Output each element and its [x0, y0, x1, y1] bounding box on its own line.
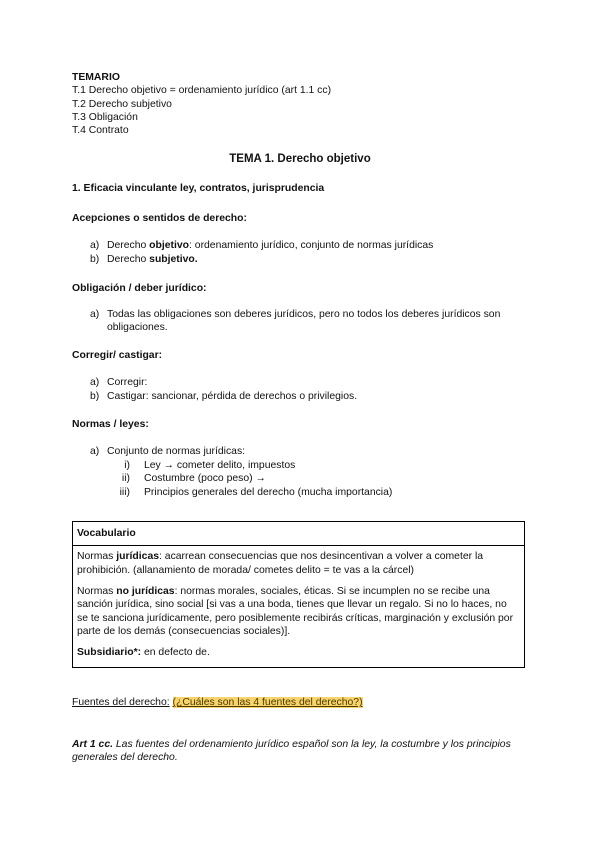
document-page — [72, 71, 528, 764]
list-item — [72, 239, 528, 252]
list-marker: a) — [90, 445, 100, 457]
list-text: Castigar: sancionar, pérdida de derechos o privilegios. — [107, 391, 358, 403]
corregir-list — [72, 376, 528, 404]
vocab-term: Subsidiario*: — [77, 647, 142, 659]
list-text: Principios generales del derecho (mucha importancia) — [144, 486, 393, 498]
normas-heading: Normas / leyes: — [72, 419, 149, 431]
list-item — [72, 376, 528, 389]
temario-block — [72, 71, 528, 138]
list-text: : ordenamiento jurídico, conjunto de normas jurídicas — [189, 239, 434, 251]
list-marker: b) — [90, 391, 100, 403]
temario-item: T.1 Derecho objetivo = ordenamiento jurídico (art 1.1 cc) — [72, 85, 332, 97]
sub-list-item — [72, 472, 528, 485]
corregir-heading: Corregir/ castigar: — [72, 350, 163, 362]
vocabulario-heading: Vocabulario — [73, 522, 524, 546]
vocabulario-body — [73, 546, 524, 667]
vocab-term: jurídicas — [116, 551, 160, 563]
list-text-bold: objetivo — [149, 239, 190, 251]
list-item — [72, 253, 528, 266]
list-text: Corregir: — [107, 376, 148, 388]
sub-list-item — [72, 459, 528, 472]
normas-list — [72, 445, 528, 499]
list-text-bold: subjetivo. — [149, 254, 198, 266]
list-marker: i) — [124, 460, 130, 472]
temario-heading: TEMARIO — [72, 72, 120, 83]
fuentes-question-highlight: (¿Cuáles son las 4 fuentes del derecho?) — [172, 697, 363, 709]
article-text: Las fuentes del ordenamiento jurídico español son la ley, la costumbre y los principios generales del derecho. — [72, 738, 511, 764]
list-text: Costumbre (poco peso) → — [144, 473, 266, 485]
vocab-text: en defecto de. — [141, 647, 210, 659]
article-paragraph — [72, 738, 528, 765]
temario-item: T.3 Obligación — [72, 111, 138, 123]
list-text: Todas las obligaciones son deberes jurídicos, pero no todos los deberes jurídicos son obligaciones. — [107, 308, 501, 334]
list-marker: iii) — [119, 486, 130, 498]
list-marker: a) — [90, 376, 100, 388]
list-marker: a) — [90, 239, 100, 251]
fuentes-label: Fuentes del derecho: — [72, 697, 170, 709]
list-marker: a) — [90, 308, 100, 320]
list-item — [72, 445, 528, 458]
acepciones-heading: Acepciones o sentidos de derecho: — [72, 212, 247, 224]
tema-title: TEMA 1. Derecho objetivo — [229, 152, 371, 165]
vocab-text: Normas — [77, 585, 117, 597]
list-text: Derecho — [107, 254, 150, 266]
list-text: Conjunto de normas jurídicas: — [107, 445, 246, 457]
sub-list-item — [72, 486, 528, 499]
vocab-text: : acarrean consecuencias que nos desincentivan a volver a cometer la prohibición. (allanamiento de morada/ cometes delito = te vas a la cárcel) — [77, 551, 484, 576]
list-text: Ley → cometer delito, impuestos — [144, 460, 296, 472]
vocab-text: : normas morales, sociales, éticas. Si se incumplen no se recibe una sanción jurídica, sino social [si vas a una boda, tienes que llevar un regalo. Si no lo haces, no se te sanciona jurídicamente, pero posiblemente recibirás críticas, marginación y exclusión por parte de los demás (consecuencias sociales)]. — [77, 585, 514, 637]
obligacion-list — [72, 308, 528, 335]
list-item — [72, 308, 528, 335]
list-item — [72, 390, 528, 403]
vocab-entry — [77, 646, 520, 659]
obligacion-heading: Obligación / deber jurídico: — [72, 282, 207, 294]
list-text: Derecho — [107, 239, 150, 251]
fuentes-line — [72, 696, 528, 709]
acepciones-list — [72, 239, 528, 267]
temario-item: T.4 Contrato — [72, 125, 129, 137]
list-marker: b) — [90, 254, 100, 266]
list-marker: ii) — [121, 473, 130, 485]
temario-item: T.2 Derecho subjetivo — [72, 98, 172, 110]
vocab-term: no jurídicas — [116, 585, 175, 597]
article-ref: Art 1 cc. — [72, 738, 114, 750]
section-1-heading: 1. Eficacia vinculante ley, contratos, jurisprudencia — [72, 183, 325, 195]
vocabulario-box — [72, 521, 525, 669]
vocab-entry — [77, 550, 520, 577]
vocab-entry — [77, 585, 520, 638]
vocab-text: Normas — [77, 551, 117, 563]
